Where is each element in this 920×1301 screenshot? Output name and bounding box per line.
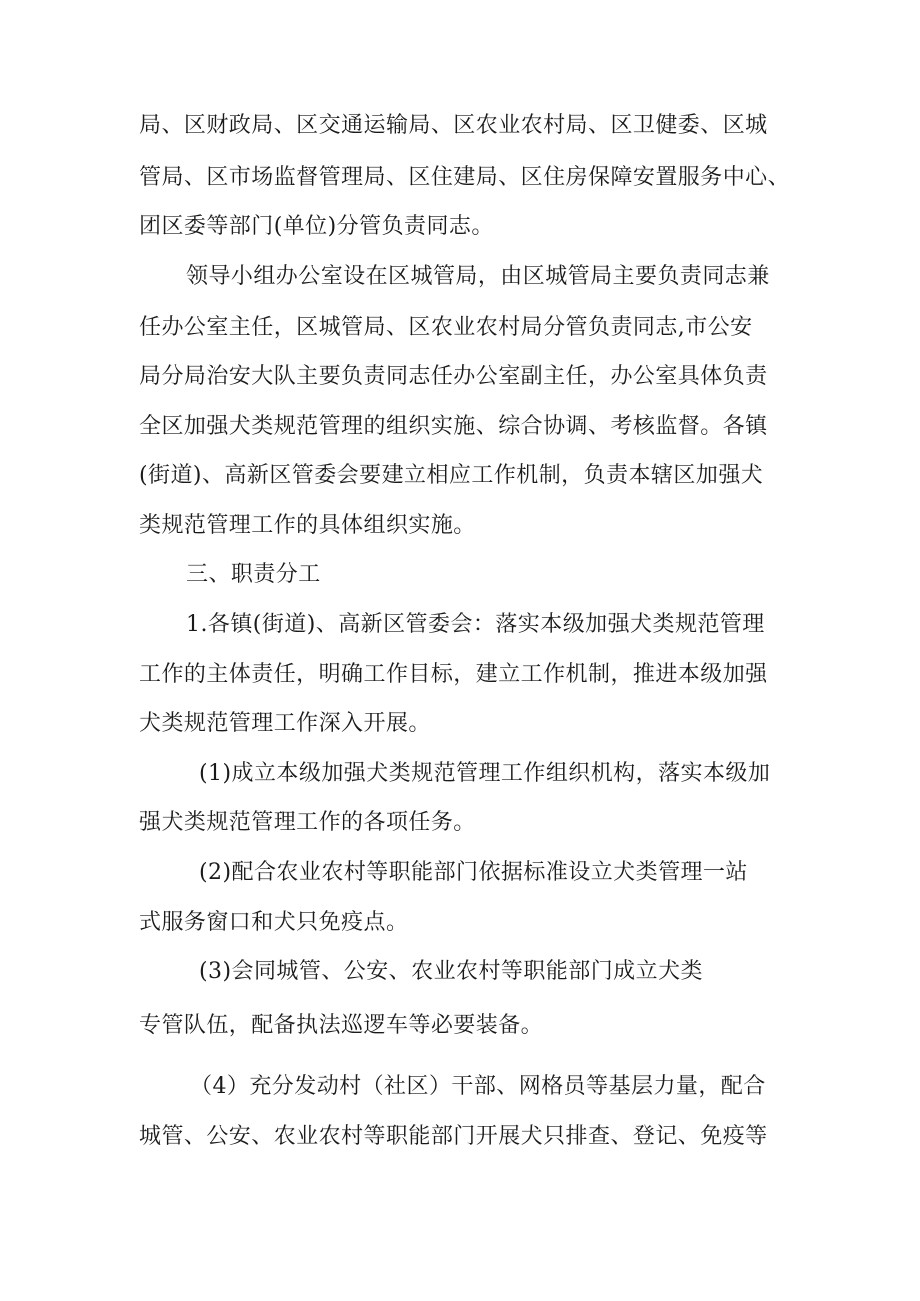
text-line-4: 领导小组办公室设在区城管局，由区城管局主要负责同志兼 [186, 264, 770, 289]
text-line-5: 任办公室主任，区城管局、区农业农村局分管负责同志,市公安 [139, 315, 753, 340]
text-line-12: 工作的主体责任，明确工作目标，建立工作机制，推进本级加强 [139, 662, 768, 687]
text-line-21: 城管、公安、农业农村等职能部门开展犬只排查、登记、免疫等 [139, 1124, 768, 1149]
text-line-20: （4）充分发动村（社区）干部、网格员等基层力量，配合 [190, 1074, 766, 1099]
text-line-18: (3)会同城管、公安、农业农村等职能部门成立犬类 [199, 959, 703, 984]
text-line-2: 管局、区市场监督管理局、区住建局、区住房保障安置服务中心、 [139, 165, 791, 190]
text-line-9: 类规范管理工作的具体组织实施。 [139, 513, 476, 538]
text-line-15: 强犬类规范管理工作的各项任务。 [139, 810, 476, 835]
section-heading: 三、职责分工 [186, 562, 321, 587]
text-line-11: 1.各镇(街道)、高新区管委会：落实本级加强犬类规范管理 [186, 612, 765, 637]
text-line-1: 局、区财政局、区交通运输局、区农业农村局、区卫健委、区城 [139, 113, 768, 138]
text-line-19: 专管队伍，配备执法巡逻车等必要装备。 [139, 1013, 544, 1038]
text-line-17: 式服务窗口和犬只免疫点。 [139, 910, 409, 935]
text-line-8: (街道)、高新区管委会要建立相应工作机制，负责本辖区加强犬 [139, 463, 764, 488]
text-line-6: 局分局治安大队主要负责同志任办公室副主任，办公室具体负责 [139, 364, 768, 389]
text-line-7: 全区加强犬类规范管理的组织实施、综合协调、考核监督。各镇 [139, 414, 768, 439]
text-line-13: 犬类规范管理工作深入开展。 [139, 711, 431, 736]
text-line-3: 团区委等部门(单位)分管负责同志。 [139, 214, 494, 239]
text-line-14: (1)成立本级加强犬类规范管理工作组织机构，落实本级加 [199, 761, 771, 786]
text-line-16: (2)配合农业农村等职能部门依据标准设立犬类管理一站 [199, 860, 748, 885]
